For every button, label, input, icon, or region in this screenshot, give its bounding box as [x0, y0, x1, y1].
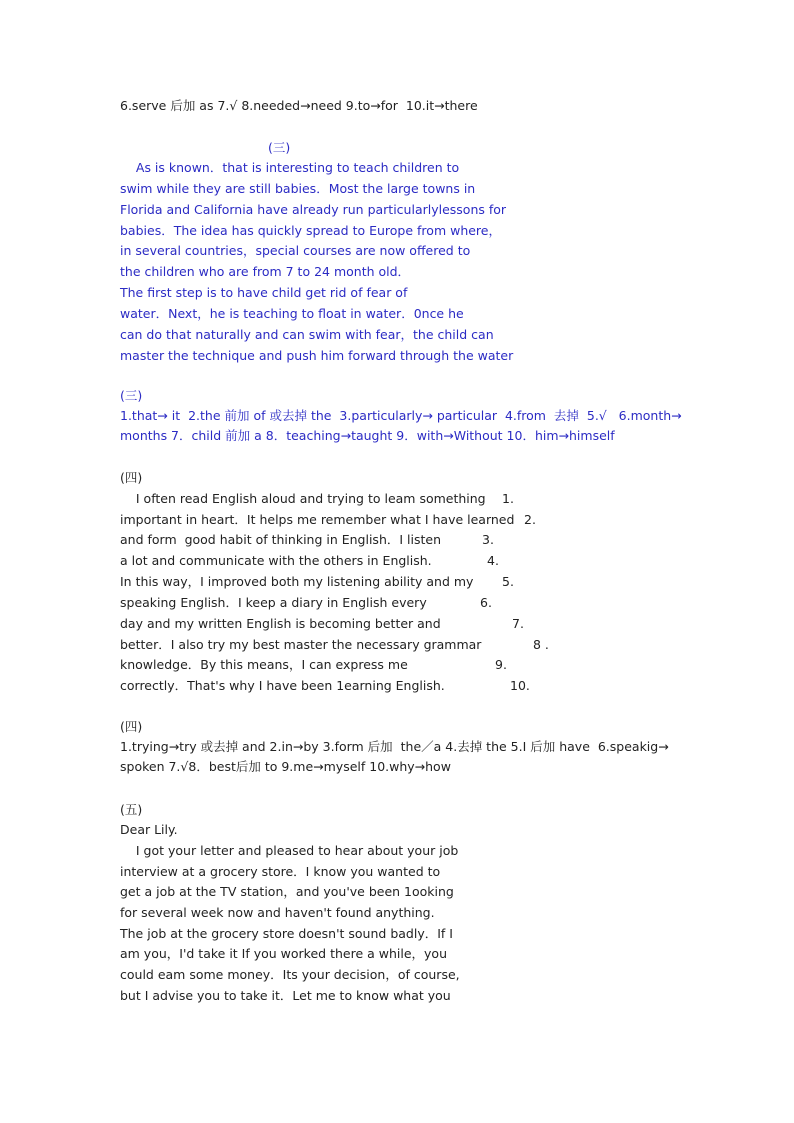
answers-4-line: spoken 7.√8．best后加 to 9.me→myself 10.why→how [120, 759, 451, 774]
letter-line: get a job at the TV station，and you've been 1ooking [120, 884, 454, 899]
line-number: 3. [482, 532, 494, 547]
passage-4-line: knowledge．By this means，I can express me [120, 657, 408, 672]
passage-3-line: Florida and California have already run particularlylessons for [120, 202, 507, 217]
passage-3-line: babies．The idea has quickly spread to Europe from where， [120, 223, 501, 238]
passage-4-line: a lot and communicate with the others in English. [120, 553, 432, 568]
line-number: 6. [480, 595, 492, 610]
passage-3-line: The first step is to have child get rid of fear of [120, 285, 408, 300]
answers-4-line: 1.trying→try 或去掉 and 2.in→by 3.form 后加 the／a 4.去掉 the 5.I 后加 have 6.speakig→ [120, 739, 669, 754]
section-5-heading: (五) [120, 802, 143, 817]
letter-greeting: Dear Lily. [120, 822, 178, 837]
letter-line: interview at a grocery store．I know you wanted to [120, 864, 441, 879]
letter-line: for several week now and haven't found anything. [120, 905, 435, 920]
passage-3-line: master the technique and push him forward through the water [120, 348, 514, 363]
passage-4-line: day and my written English is becoming better and [120, 616, 441, 631]
line-number: 8 . [533, 637, 549, 652]
letter-line: but I advise you to take it．Let me to know what you [120, 988, 451, 1003]
answers-4-heading: (四) [120, 719, 143, 734]
passage-3-line: in several countries，special courses are now offered to [120, 243, 471, 258]
letter-line: could eam some money．Its your decision，of course, [120, 967, 460, 982]
section-3-heading: (三) [268, 140, 291, 155]
passage-4-line: I often read English aloud and trying to leam something [120, 491, 486, 506]
passage-3-line: swim while they are still babies．Most the large towns in [120, 181, 476, 196]
passage-3-line: water．Next，he is teaching to float in water．0nce he [120, 306, 464, 321]
line-number: 5. [502, 574, 514, 589]
passage-4-line: correctly．That's why I have been 1earning English. [120, 678, 445, 693]
letter-line: The job at the grocery store doesn't sound badly．If I [120, 926, 453, 941]
passage-4-line: In this way，I improved both my listening ability and my [120, 574, 474, 589]
passage-3-line: As is known．that is interesting to teach children to [120, 160, 460, 175]
letter-line: I got your letter and pleased to hear about your job [120, 843, 459, 858]
line-number: 9. [495, 657, 507, 672]
section-4-heading: (四) [120, 470, 143, 485]
passage-3-line: can do that naturally and can swim with fear，the child can [120, 327, 494, 342]
answers-3-line: 1.that→ it 2.the 前加 of 或去掉 the 3.particularly→ particular 4.from 去掉 5.√ 6.month→ [120, 408, 682, 423]
answers-3-line: months 7．child 前加 a 8．teaching→taught 9．with→Without 10．him→himself [120, 428, 615, 443]
passage-4-line: and form good habit of thinking in English．I listen [120, 532, 442, 547]
line-number: 2. [524, 512, 536, 527]
passage-3-line: the children who are from 7 to 24 month old． [120, 264, 411, 279]
line-number: 10. [510, 678, 530, 693]
line-number: 4. [487, 553, 499, 568]
line-number: 7. [512, 616, 524, 631]
answer-line-top: 6.serve 后加 as 7.√ 8.needed→need 9.to→for 10.it→there [120, 98, 478, 113]
passage-4-line: better．I also try my best master the necessary grammar [120, 637, 482, 652]
answers-3-heading: (三) [120, 388, 143, 403]
passage-4-line: speaking English．I keep a diary in English every [120, 595, 427, 610]
line-number: 1. [502, 491, 514, 506]
passage-4-line: important in heart．It helps me remember what I have learned [120, 512, 515, 527]
letter-line: am you，I'd take it If you worked there a while，you [120, 946, 448, 961]
